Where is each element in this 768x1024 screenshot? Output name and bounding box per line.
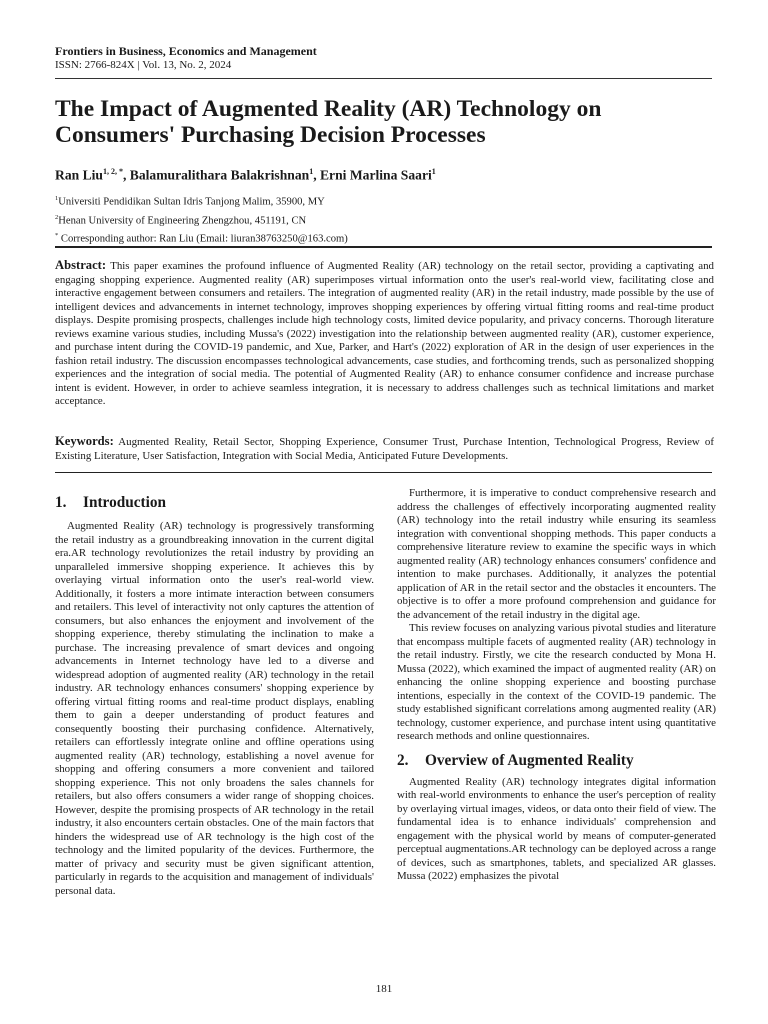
affiliation-text: Universiti Pendidikan Sultan Idris Tanjong Malim, 35900, MY <box>58 196 325 208</box>
journal-issn: ISSN: 2766-824X | Vol. 13, No. 2, 2024 <box>55 59 232 71</box>
author-affil-sup: 1, 2, * <box>102 167 123 176</box>
section-title: Overview of Augmented Reality <box>425 751 634 769</box>
keywords-label: Keywords: <box>55 434 114 448</box>
header-divider <box>55 78 712 79</box>
author-list <box>55 163 715 185</box>
author-affil-sup: 1 <box>309 167 314 176</box>
affiliation-sup: * <box>55 232 59 240</box>
author-affil-sup: 1 <box>431 167 436 176</box>
journal-header <box>55 44 715 72</box>
body-paragraph: Augmented Reality (AR) technology is progressively transforming the retail industry as a groundbreaking innovation in the current digital era.AR technology revolutionizes the retail industry by providing an unparalleled immersive shopping experience. It achieves this by overlaying virtual information onto the user's real-world view. Additionally, it fosters a more intimate interaction between consumers and retailers. This level of interactivity not only captures the attention of consumers, but also enhances the enjoyment and involvement of the shopping experience, thereby stimulating the inclination to make a purchase. The increasing prevalence of smart devices and ongoing advancements in Internet technology have led to a diverse and widespread adoption of augmented reality (AR) technology in the retail industry. AR technology enhances consumers' shopping experience by offering virtual fitting rooms and real-time product displays, enabling them to gain a deeper understanding of product features and consequently boosting their purchasing confidence. Alternatively, retailers can effortlessly integrate online and offline operations using augmented reality (AR) technology, establishing a novel avenue for shopping and offering consumers a more convenient and tailored shopping experience. This not only broadens the sales channels for retailers, but also offers consumers a wider range of shopping choices. However, despite the promising prospects of AR technology in the retail industry, it also encounters certain obstacles. One of the main factors that hinders the widespread use of AR technology is the high cost of the technology and the limited popularity of the devices. Furthermore, the matter of privacy and security must be given significant attention, particularly in regards to the acquisition and management of individuals' personal data. <box>55 520 374 897</box>
affiliations <box>55 191 715 247</box>
body-paragraph: This review focuses on analyzing various pivotal studies and literature that encompass multiple facets of augmented reality (AR) technology in the retail industry. Firstly, we cite the research conducted by Mona H. Mussa (2022), which examined the impact of augmented reality (AR) on enhancing the online shopping experience and boosting purchase intentions, especially in the context of the COVID-19 pandemic. The study established significant correlations among augmented reality (AR) technology, customer experience, and purchase intent using quantitative research methods and online questionnaires. <box>397 622 716 742</box>
affiliation-line <box>55 210 715 229</box>
section-number: 1. <box>55 494 67 511</box>
keywords-text: Augmented Reality, Retail Sector, Shopping Experience, Consumer Trust, Purchase Intention, Technological Progress, Review of Existing Literature, User Satisfaction, Integration with Social Media, Anticipated Future Developments. <box>55 436 714 462</box>
left-column <box>55 493 374 898</box>
affiliation-text: Henan University of Engineering Zhengzhou, 451191, CN <box>58 215 307 227</box>
author-separator: , <box>313 167 320 183</box>
abstract-top-divider <box>55 246 712 248</box>
affiliation-sup: 2 <box>55 213 59 221</box>
author-name: Erni Marlina Saari <box>319 167 432 183</box>
keywords <box>55 434 714 463</box>
corresponding-author-text: Corresponding author: Ran Liu (Email: liuran38763250@163.com) <box>58 233 348 245</box>
right-column <box>397 487 716 884</box>
affiliation-line <box>55 191 715 210</box>
abstract-label: Abstract: <box>55 258 107 272</box>
author-separator: , <box>122 167 130 183</box>
section-title: Introduction <box>83 494 167 511</box>
paper-title: The Impact of Augmented Reality (AR) Technology on Consumers' Purchasing Decision Processes <box>55 96 602 148</box>
body-paragraph: Furthermore, it is imperative to conduct comprehensive research and address the challenges of effectively incorporating augmented reality (AR) technology into the retail industry while ensuring its seamless integration with conventional shopping methods. This paper conducts a comprehensive literature review to examine the specific ways in which augmented reality (AR) technology enhances consumers' confidence and intention to make purchases. Additionally, it analyzes the potential application of AR in the retail sector and the obstacles it encounters. The objective is to offer a more profound comprehension and guidance for the advancement of the retail industry in the digital age. <box>397 487 716 621</box>
abstract-text: This paper examines the profound influence of Augmented Reality (AR) technology on the retail sector, providing a captivating and engaging shopping experience. Augmented reality (AR) superimposes virtual information onto the user's real-world view, facilitating close and interactive engagement between consumers and retailers. The integration of augmented reality (AR) in the retail industry, made possible by the use of intelligent devices and advancements in internet technology, improves shopping experiences by offering virtual fitting rooms and real-time product displays. Despite promising prospects, challenges include high technology costs, limited device popularity, and privacy concerns. Thorough literature reviews examine various studies, including Mussa's (2022) investigation into the relationship between augmented reality (AR), customer experience, and purchase intent during the COVID-19 pandemic, and Xue, Parker, and Hart's (2022) exploration of AR in the design of user experiences in the fashion retail industry. The discussion encompasses technological advancements, case studies, and forthcoming trends, such as personalized shopping experiences and the integration of social media. The potential of Augmented Reality (AR) to enhance consumer confidence and increase purchase intent is evident. However, in order to achieve seamless integration, it is necessary to address challenges such as technical limitations and market acceptance. <box>55 260 714 407</box>
author-name: Ran Liu <box>55 167 103 183</box>
abstract <box>55 259 714 409</box>
corresponding-author <box>55 228 715 247</box>
author-name: Balamuralithara Balakrishnan <box>129 167 310 183</box>
section-heading-overview <box>397 751 716 771</box>
affiliation-sup: 1 <box>55 195 59 202</box>
page-number: 181 <box>375 983 393 995</box>
section-heading-introduction <box>55 493 374 513</box>
section-number: 2. <box>397 751 409 769</box>
journal-name: Frontiers in Business, Economics and Management <box>55 44 317 58</box>
keywords-bottom-divider <box>55 472 712 473</box>
body-paragraph: Augmented Reality (AR) technology integrates digital information with real-world environments to enhance the user's perception of reality by overlaying virtual images, videos, or data onto their field of view. The fundamental idea is to enhance individuals' comprehension and engagement with the physical world by means of computer-generated perceptual augmentations.AR technology can be deployed across a range of devices, such as smartphones, tablets, and specialized AR glasses. Mussa (2022) emphasizes the pivotal <box>397 775 716 882</box>
